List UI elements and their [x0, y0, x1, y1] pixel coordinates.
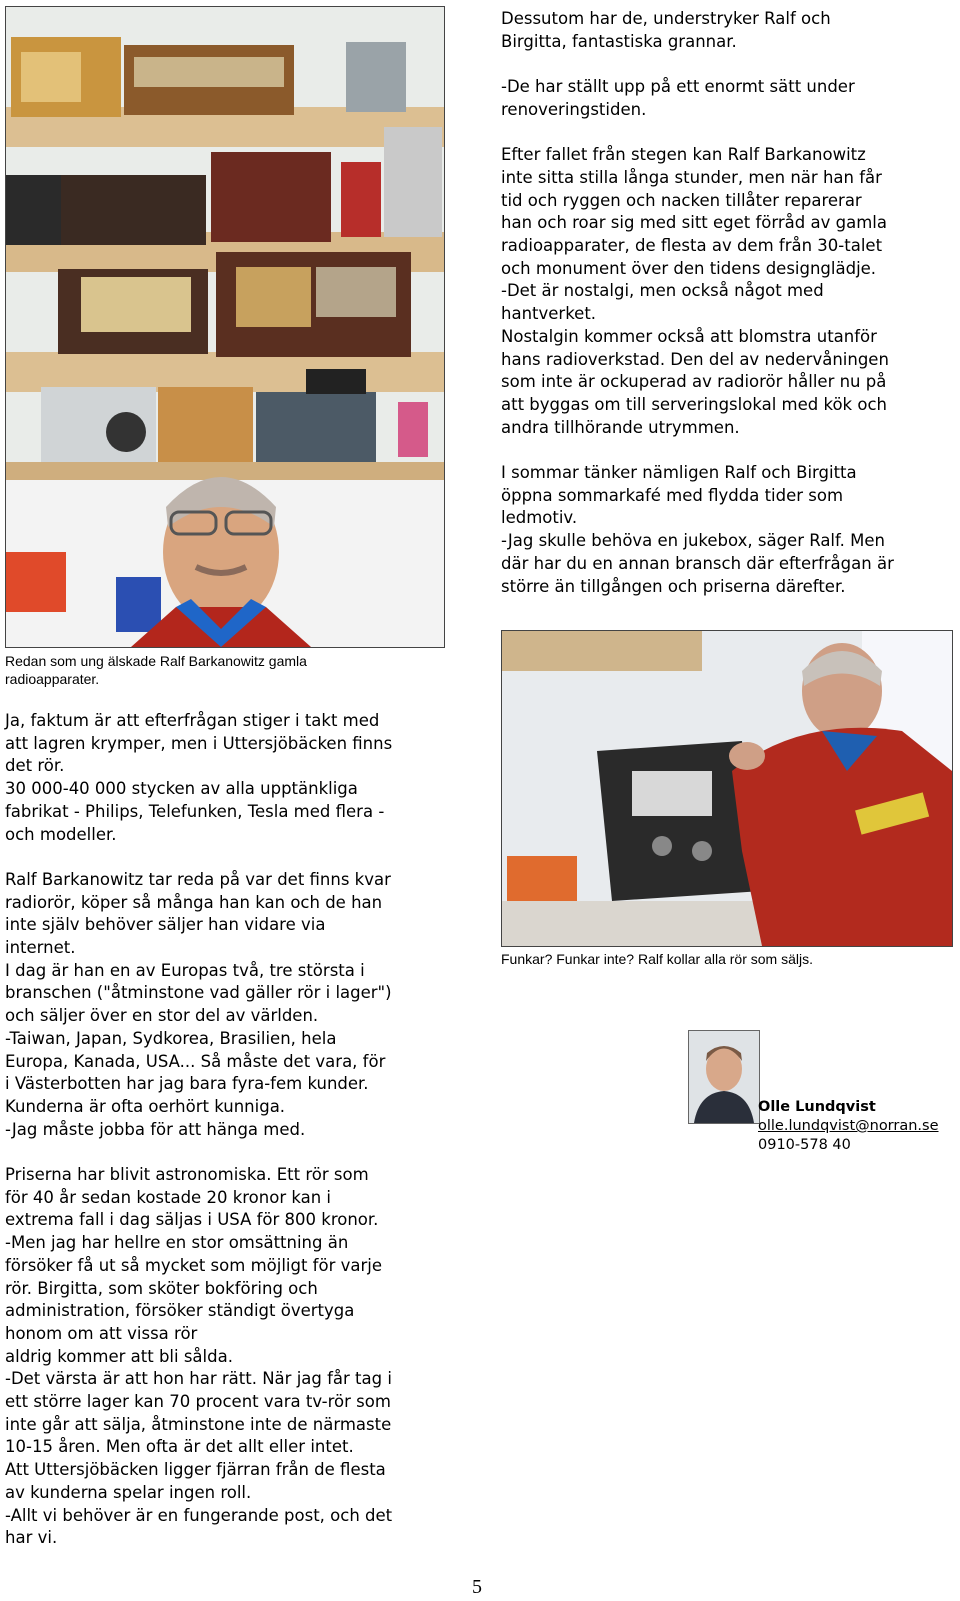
- text-line: Birgitta, fantastiska grannar.: [501, 31, 737, 51]
- text-line: han och roar sig med sitt eget förråd av gamla: [501, 213, 887, 233]
- text-line: Priserna har blivit astronomiska. Ett rör som: [5, 1165, 369, 1185]
- photo-radio-shelves-graphic: [6, 7, 444, 647]
- paragraph: [5, 710, 475, 846]
- text-line: -Allt vi behöver är en fungerande post, och det: [5, 1505, 393, 1525]
- text-line: har vi.: [5, 1528, 58, 1548]
- text-line: att byggas om till serveringslokal med kök och: [501, 394, 887, 414]
- text-line: -De har ställt upp på ett enormt sätt under: [501, 77, 855, 97]
- text-line: Nostalgin kommer också att blomstra utanför: [501, 326, 877, 346]
- text-line: hans radioverkstad. Den del av nedervåningen: [501, 349, 889, 369]
- page-number: 5: [472, 1576, 482, 1598]
- text-line: försöker få ut så mycket som möjligt för varje: [5, 1255, 383, 1275]
- text-line: Kunderna är ofta oerhört kunniga.: [5, 1096, 286, 1116]
- paragraph: [501, 462, 956, 598]
- text-line: -Det är nostalgi, men också något med: [501, 281, 824, 301]
- author-phone: 0910-578 40: [758, 1137, 851, 1153]
- text-line: ledmotiv.: [501, 508, 578, 528]
- text-line: i Västerbotten har jag bara fyra-fem kunder.: [5, 1074, 369, 1094]
- text-line: Att Uttersjöbäcken ligger fjärran från de flesta: [5, 1460, 386, 1480]
- text-line: extrema fall i dag säljas i USA för 800 kronor.: [5, 1210, 379, 1230]
- text-line: hantverket.: [501, 304, 597, 324]
- text-line: -Jag skulle behöva en jukebox, säger Ralf. Men: [501, 531, 885, 551]
- text-line: och säljer över en stor del av världen.: [5, 1006, 319, 1026]
- text-line: -Men jag har hellre en stor omsättning än: [5, 1233, 349, 1253]
- text-line: och modeller.: [5, 824, 117, 844]
- photo-caption-1: [5, 652, 445, 688]
- photo-tube-testing: [501, 630, 953, 947]
- paragraph: [501, 8, 956, 53]
- text-line: Ralf Barkanowitz tar reda på var det finns kvar: [5, 869, 391, 889]
- text-line: rör. Birgitta, som sköter bokföring och: [5, 1278, 318, 1298]
- caption-line: Redan som ung älskade Ralf Barkanowitz gamla: [5, 653, 307, 669]
- text-line: aldrig kommer att bli sålda.: [5, 1346, 233, 1366]
- text-line: 10-15 åren. Men ofta är det allt eller intet.: [5, 1437, 354, 1457]
- text-line: branschen ("åtminstone vad gäller rör i lager"): [5, 983, 392, 1003]
- text-line: Europa, Kanada, USA... Så måste det vara, för: [5, 1051, 386, 1071]
- text-line: radiorör, köper så många han kan och de han: [5, 892, 383, 912]
- author-portrait-graphic: [689, 1031, 759, 1123]
- text-line: honom om att vissa rör: [5, 1323, 198, 1343]
- paragraph: [5, 869, 475, 1141]
- text-line: av kunderna spelar ingen roll.: [5, 1482, 252, 1502]
- text-line: inte sitta stilla långa stunder, men när han får: [501, 167, 882, 187]
- text-line: Efter fallet från stegen kan Ralf Barkanowitz: [501, 145, 866, 165]
- article-text-left-bottom: [5, 710, 475, 1550]
- author-portrait: [688, 1030, 760, 1124]
- text-line: renoveringstiden.: [501, 99, 647, 119]
- text-line: inte går att sälja, åtminstone inte de närmaste: [5, 1414, 392, 1434]
- text-line: och monument över den tidens designglädje.: [501, 258, 877, 278]
- author-name: Olle Lundqvist: [758, 1099, 876, 1115]
- author-email-link[interactable]: olle.lundqvist@norran.se: [758, 1118, 939, 1134]
- article-text-right-top: [501, 8, 956, 598]
- text-line: administration, försöker ständigt övertyga: [5, 1301, 355, 1321]
- text-line: radioapparater, de flesta av dem från 30-talet: [501, 236, 883, 255]
- text-line: tid och ryggen och nacken tillåter reparerar: [501, 190, 862, 210]
- photo-tube-testing-graphic: [502, 631, 952, 946]
- photo-radio-shelves: [5, 6, 445, 648]
- text-line: internet.: [5, 938, 76, 958]
- caption-line: Funkar? Funkar inte? Ralf kollar alla rör som säljs.: [501, 951, 814, 967]
- text-line: -Taiwan, Japan, Sydkorea, Brasilien, hela: [5, 1028, 337, 1048]
- text-line: 30 000-40 000 stycken av alla upptänkliga: [5, 779, 358, 799]
- text-line: andra tillhörande utrymmen.: [501, 417, 740, 437]
- text-line: att lagren krymper, men i Uttersjöbäcken finns: [5, 733, 393, 753]
- text-line: fabrikat - Philips, Telefunken, Tesla med flera -: [5, 801, 385, 821]
- paragraph: [501, 76, 956, 121]
- caption-line: radioapparater.: [5, 671, 100, 687]
- text-line: inte själv behöver säljer han vidare via: [5, 915, 326, 935]
- paragraph: [5, 1164, 475, 1550]
- text-line: Dessutom har de, understryker Ralf och: [501, 9, 831, 28]
- text-line: där har du en annan bransch där efterfrågan är: [501, 553, 894, 573]
- text-line: som inte är ockuperad av radiorör håller nu på: [501, 372, 887, 392]
- text-line: I dag är han en av Europas två, tre största i: [5, 960, 365, 980]
- text-line: större än tillgången och priserna därefter.: [501, 576, 846, 596]
- paragraph: [501, 144, 956, 439]
- text-line: ett större lager kan 70 procent vara tv-rör som: [5, 1392, 391, 1412]
- photo-caption-2: [501, 950, 956, 968]
- text-line: -Jag måste jobba för att hänga med.: [5, 1119, 306, 1139]
- text-line: för 40 år sedan kostade 20 kronor kan i: [5, 1187, 332, 1207]
- text-line: I sommar tänker nämligen Ralf och Birgitta: [501, 463, 857, 483]
- text-line: öppna sommarkafé med flydda tider som: [501, 485, 844, 505]
- text-line: det rör.: [5, 756, 65, 776]
- author-info: [758, 1098, 939, 1155]
- text-line: Ja, faktum är att efterfrågan stiger i takt med: [5, 711, 380, 730]
- text-line: -Det värsta är att hon har rätt. När jag får tag i: [5, 1369, 392, 1389]
